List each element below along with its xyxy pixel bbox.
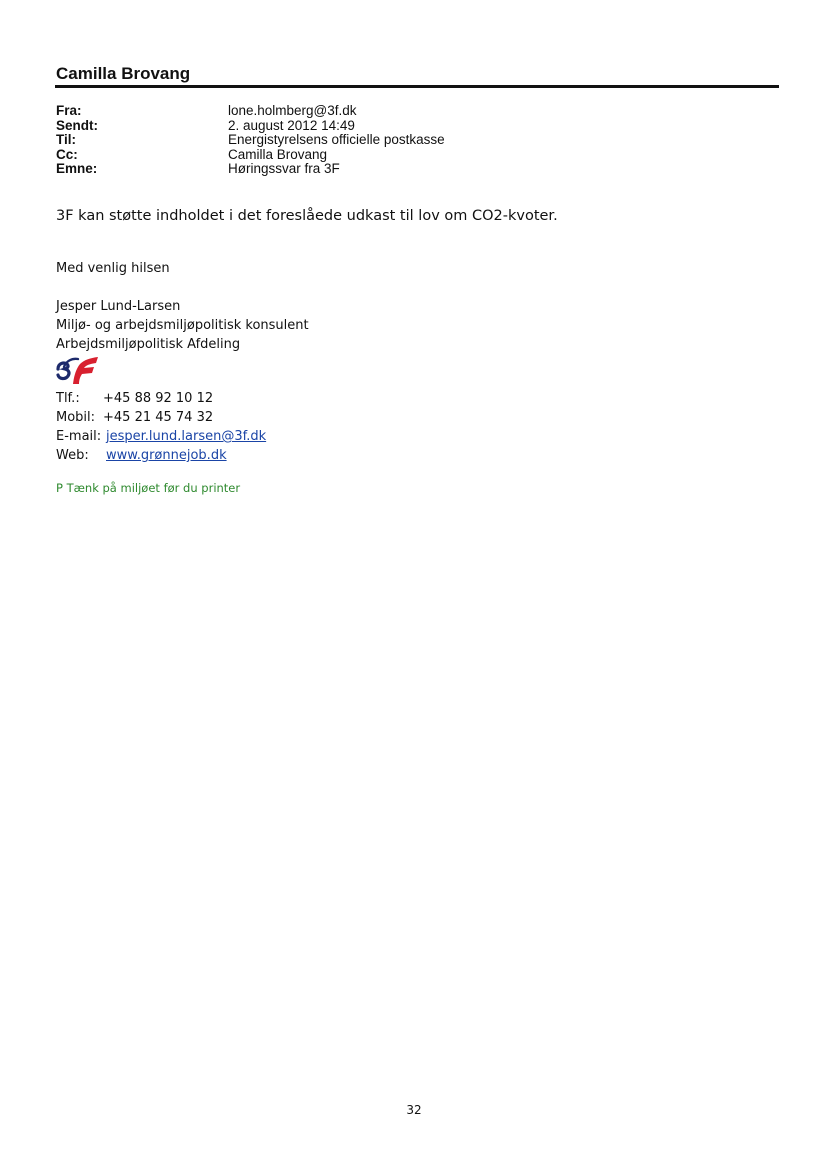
- document-owner-name: Camilla Brovang: [56, 64, 191, 83]
- signature-closing: Med venlig hilsen: [56, 261, 170, 276]
- header-value-to: Energistyrelsens officielle postkasse: [228, 132, 445, 147]
- 3f-logo-icon: [56, 355, 100, 385]
- contact-value-phone: +45 88 92 10 12: [103, 391, 214, 406]
- header-label-from: Fra:: [56, 103, 82, 118]
- contact-row-email: [56, 427, 266, 446]
- header-value-cc: Camilla Brovang: [228, 146, 328, 162]
- contact-value-mobile: +45 21 45 74 32: [103, 410, 214, 425]
- contact-label-web: Web:: [56, 448, 89, 463]
- header-label-sent: Sendt:: [56, 117, 98, 133]
- header-value-subject: Høringssvar fra 3F: [228, 161, 340, 176]
- signature-department: Arbejdsmiljøpolitisk Afdeling: [56, 337, 241, 352]
- contact-row-web: [56, 446, 266, 465]
- contact-label-email: E-mail:: [56, 429, 102, 444]
- email-link[interactable]: jesper.lund.larsen@3f.dk: [106, 429, 267, 444]
- header-row-subject: [56, 162, 445, 177]
- header-label-subject: Emne:: [56, 161, 98, 176]
- header-label-cc: Cc:: [56, 146, 78, 162]
- email-body-text: 3F kan støtte indholdet i det foreslåede udkast til lov om CO2-kvoter.: [56, 208, 558, 224]
- signature-block: [56, 297, 309, 354]
- signature-name: Jesper Lund-Larsen: [56, 299, 181, 314]
- contact-label-mobile: Mobil:: [56, 410, 96, 425]
- header-value-sent: 2. august 2012 14:49: [228, 117, 355, 133]
- header-row-cc: [56, 148, 445, 163]
- environment-note: P Tænk på miljøet før du printer: [56, 481, 241, 495]
- contact-details: [56, 389, 266, 465]
- header-divider: [55, 85, 779, 88]
- header-value-from: lone.holmberg@3f.dk: [228, 103, 357, 118]
- header-row-from: [56, 104, 445, 119]
- header-row-sent: [56, 119, 445, 134]
- signature-title: Miljø- og arbejdsmiljøpolitisk konsulent: [56, 318, 309, 333]
- contact-label-phone: Tlf.:: [56, 391, 80, 406]
- contact-row-phone: [56, 389, 266, 408]
- website-link[interactable]: www.grønnejob.dk: [106, 448, 227, 463]
- header-label-to: Til:: [56, 132, 76, 147]
- page-number: 32: [406, 1103, 422, 1117]
- email-headers: [56, 104, 445, 177]
- header-row-to: [56, 133, 445, 148]
- contact-row-mobile: [56, 408, 266, 427]
